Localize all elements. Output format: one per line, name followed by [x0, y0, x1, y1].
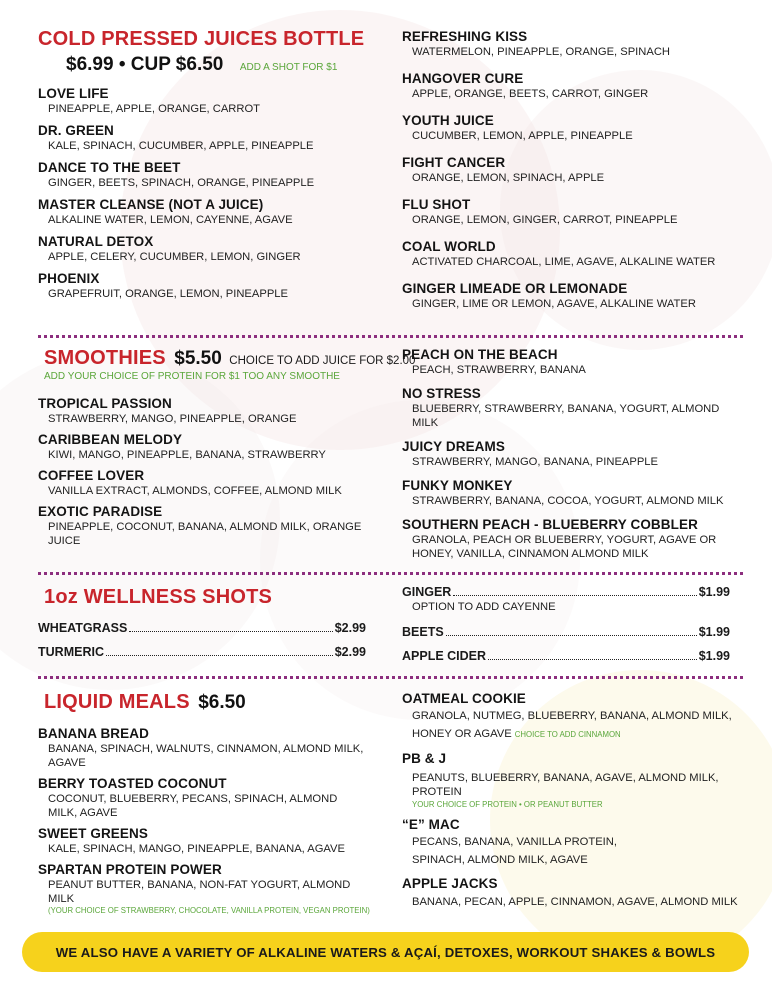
menu-item — [402, 71, 744, 101]
menu-item — [38, 123, 378, 153]
item-name: TROPICAL PASSION — [38, 396, 172, 411]
item-name: HANGOVER CURE — [402, 71, 524, 86]
cold-pressed-left-column — [38, 28, 378, 308]
item-ingredients: ORANGE, LEMON, GINGER, CARROT, PINEAPPLE — [412, 214, 678, 226]
item-name: NATURAL DETOX — [38, 234, 154, 249]
smoothies-header — [44, 347, 416, 382]
item-ingredients: GINGER, BEETS, SPINACH, ORANGE, PINEAPPLE — [48, 177, 315, 189]
footer-text: WE ALSO HAVE A VARIETY OF ALKALINE WATERS & AÇAÍ, DETOXES, WORKOUT SHAKES & BOWLS — [55, 944, 716, 960]
menu-item — [402, 876, 744, 909]
item-ingredients: PEACH, STRAWBERRY, BANANA — [412, 364, 586, 376]
dot-leader — [488, 659, 697, 660]
item-note: YOUR CHOICE OF PROTEIN • OR PEANUT BUTTER — [412, 800, 603, 809]
menu-item — [402, 113, 744, 143]
item-name: SWEET GREENS — [38, 826, 148, 841]
item-ingredients: APPLE, ORANGE, BEETS, CARROT, GINGER — [412, 88, 649, 100]
item-ingredients: BLUEBERRY, STRAWBERRY, BANANA, YOGURT, ALMOND MILK — [412, 403, 720, 429]
item-ingredients: PEANUTS, BLUEBERRY, BANANA, AGAVE, ALMOND MILK, PROTEIN — [412, 772, 719, 798]
item-name: BEETS — [402, 625, 444, 639]
item-ingredients: PINEAPPLE, APPLE, ORANGE, CARROT — [48, 103, 261, 115]
item-price: $2.99 — [334, 645, 366, 659]
item-ingredients: BANANA, PECAN, APPLE, CINNAMON, AGAVE, ALMOND MILK — [412, 896, 738, 908]
item-name: PB & J — [402, 751, 447, 766]
item-ingredients: PEANUT BUTTER, BANANA, NON-FAT YOGURT, ALMOND MILK — [48, 879, 351, 905]
item-ingredients: GRANOLA, PEACH OR BLUEBERRY, YOGURT, AGAVE OR HONEY, VANILLA, CINNAMON ALMOND MILK — [412, 534, 717, 560]
item-note: OPTION TO ADD CAYENNE — [412, 601, 556, 613]
menu-item — [402, 691, 744, 744]
priced-item — [38, 644, 366, 660]
item-name: REFRESHING KISS — [402, 29, 528, 44]
liquid-meals-right-list — [402, 691, 744, 916]
menu-item — [38, 160, 378, 190]
item-name: YOUTH JUICE — [402, 113, 494, 128]
wellness-title-text: 1oz WELLNESS SHOTS — [44, 586, 273, 608]
item-ingredients: ORANGE, LEMON, SPINACH, APPLE — [412, 172, 605, 184]
menu-item — [38, 468, 378, 498]
smoothies-right-list — [402, 347, 744, 570]
section-divider — [38, 335, 743, 338]
item-price: $2.99 — [334, 621, 366, 635]
section-divider — [38, 572, 743, 575]
menu-item — [38, 197, 378, 227]
menu-item — [402, 439, 744, 469]
item-ingredients: APPLE, CELERY, CUCUMBER, LEMON, GINGER — [48, 251, 301, 263]
item-name: GINGER LIMEADE OR LEMONADE — [402, 281, 628, 296]
item-name: SOUTHERN PEACH - BLUEBERRY COBBLER — [402, 517, 698, 532]
menu-item — [38, 396, 378, 426]
item-ingredients: ALKALINE WATER, LEMON, CAYENNE, AGAVE — [48, 214, 293, 226]
cold-pressed-right-list — [402, 29, 744, 323]
item-name: NO STRESS — [402, 386, 481, 401]
item-ingredients: KALE, SPINACH, CUCUMBER, APPLE, PINEAPPLE — [48, 140, 314, 152]
cold-pressed-left-list — [38, 86, 378, 301]
item-ingredients: GINGER, LIME OR LEMON, AGAVE, ALKALINE WATER — [412, 298, 696, 310]
menu-item — [402, 478, 744, 508]
footer-banner — [22, 932, 749, 972]
menu-item — [402, 239, 744, 269]
item-name: JUICY DREAMS — [402, 439, 505, 454]
item-ingredients: KALE, SPINACH, MANGO, PINEAPPLE, BANANA, AGAVE — [48, 843, 345, 855]
smoothies-left-list — [38, 396, 378, 554]
liquid-meals-title: LIQUID MEALS — [44, 691, 190, 713]
item-ingredients: VANILLA EXTRACT, ALMONDS, COFFEE, ALMOND MILK — [48, 485, 342, 497]
menu-item — [38, 271, 378, 301]
item-ingredients: GRAPEFRUIT, ORANGE, LEMON, PINEAPPLE — [48, 288, 288, 300]
smoothies-protein-note: ADD YOUR CHOICE OF PROTEIN FOR $1 TOO ANY SMOOTHE — [44, 371, 340, 382]
smoothies-price: $5.50 — [174, 348, 222, 369]
dot-leader — [453, 595, 696, 596]
smoothies-title-row — [44, 347, 416, 370]
item-name: SPARTAN PROTEIN POWER — [38, 862, 222, 877]
item-name: DR. GREEN — [38, 123, 114, 138]
item-note: (YOUR CHOICE OF STRAWBERRY, CHOCOLATE, VANILLA PROTEIN, VEGAN PROTEIN) — [48, 906, 370, 915]
item-name: FIGHT CANCER — [402, 155, 506, 170]
item-name: PEACH ON THE BEACH — [402, 347, 558, 362]
menu-item — [38, 826, 378, 856]
item-ingredients: WATERMELON, PINEAPPLE, ORANGE, SPINACH — [412, 46, 670, 58]
shot-note: ADD A SHOT FOR $1 — [239, 62, 338, 73]
menu-item — [38, 86, 378, 116]
item-note: CHOICE TO ADD CINNAMON — [514, 730, 621, 739]
cold-pressed-title: COLD PRESSED JUICES BOTTLE — [38, 28, 365, 50]
dot-leader — [446, 635, 697, 636]
menu-item — [402, 29, 744, 59]
item-name: FUNKY MONKEY — [402, 478, 513, 493]
menu-item — [402, 517, 744, 561]
item-ingredients-text: GRANOLA, NUTMEG, BLUEBERRY, BANANA, ALMOND MILK, HONEY OR AGAVE — [412, 710, 732, 740]
item-price: $1.99 — [698, 625, 730, 639]
dot-leader — [106, 655, 333, 656]
item-ingredients — [412, 707, 732, 744]
item-ingredients: PECANS, BANANA, VANILLA PROTEIN, SPINACH, ALMOND MILK, AGAVE — [412, 836, 617, 866]
item-ingredients: STRAWBERRY, BANANA, COCOA, YOGURT, ALMOND MILK — [412, 495, 724, 507]
menu-item — [402, 197, 744, 227]
wellness-left-list — [38, 620, 366, 660]
liquid-meals-left-list — [38, 726, 378, 923]
item-ingredients: BANANA, SPINACH, WALNUTS, CINNAMON, ALMOND MILK, AGAVE — [48, 743, 364, 769]
priced-item — [402, 648, 730, 664]
item-ingredients: COCONUT, BLUEBERRY, PECANS, SPINACH, ALMOND MILK, AGAVE — [48, 793, 338, 819]
item-price: $1.99 — [698, 649, 730, 663]
item-name: DANCE TO THE BEET — [38, 160, 181, 175]
menu-item — [38, 776, 378, 820]
menu-item — [38, 862, 378, 916]
item-name: APPLE JACKS — [402, 876, 498, 891]
dot-leader — [129, 631, 332, 632]
smoothies-title: SMOOTHIES — [44, 347, 166, 369]
item-name: LOVE LIFE — [38, 86, 109, 101]
smoothies-juice-note: CHOICE TO ADD JUICE FOR $2.00 — [229, 355, 416, 367]
item-name: OATMEAL COOKIE — [402, 691, 526, 706]
menu-item — [38, 234, 378, 264]
liquid-meals-header — [44, 691, 374, 714]
menu-item — [38, 726, 378, 770]
item-name: CARIBBEAN MELODY — [38, 432, 183, 447]
priced-item — [38, 620, 366, 636]
menu-item — [402, 347, 744, 377]
item-name: FLU SHOT — [402, 197, 471, 212]
item-name: COAL WORLD — [402, 239, 496, 254]
priced-item — [402, 624, 730, 640]
item-name: COFFEE LOVER — [38, 468, 145, 483]
item-name: PHOENIX — [38, 271, 100, 286]
item-price: $1.99 — [698, 585, 730, 599]
item-name: APPLE CIDER — [402, 649, 487, 663]
menu-item — [402, 155, 744, 185]
item-ingredients: KIWI, MANGO, PINEAPPLE, BANANA, STRAWBERRY — [48, 449, 326, 461]
menu-item — [402, 751, 744, 810]
cold-pressed-price-row — [66, 54, 378, 76]
priced-item — [402, 584, 730, 600]
menu-item — [402, 817, 744, 869]
item-name: WHEATGRASS — [38, 621, 128, 635]
cold-pressed-price: $6.99 • CUP $6.50 — [66, 54, 224, 75]
item-ingredients: PINEAPPLE, COCONUT, BANANA, ALMOND MILK, ORANGE JUICE — [48, 521, 362, 547]
menu-item — [38, 432, 378, 462]
wellness-right-list — [402, 584, 730, 664]
item-name: GINGER — [402, 585, 452, 599]
item-name: BANANA BREAD — [38, 726, 149, 741]
item-ingredients: STRAWBERRY, MANGO, PINEAPPLE, ORANGE — [48, 413, 297, 425]
item-name: MASTER CLEANSE (NOT A JUICE) — [38, 197, 264, 212]
section-divider — [38, 676, 743, 679]
item-ingredients: ACTIVATED CHARCOAL, LIME, AGAVE, ALKALINE WATER — [412, 256, 716, 268]
item-name: EXOTIC PARADISE — [38, 504, 163, 519]
item-name: TURMERIC — [38, 645, 104, 659]
menu-item — [402, 281, 744, 311]
menu-item — [402, 386, 744, 430]
liquid-meals-price: $6.50 — [198, 692, 246, 713]
item-ingredients: STRAWBERRY, MANGO, BANANA, PINEAPPLE — [412, 456, 658, 468]
item-name: “E” MAC — [402, 817, 460, 832]
menu-item — [38, 504, 378, 548]
item-name: BERRY TOASTED COCONUT — [38, 776, 227, 791]
item-ingredients: CUCUMBER, LEMON, APPLE, PINEAPPLE — [412, 130, 633, 142]
wellness-title — [44, 586, 374, 609]
